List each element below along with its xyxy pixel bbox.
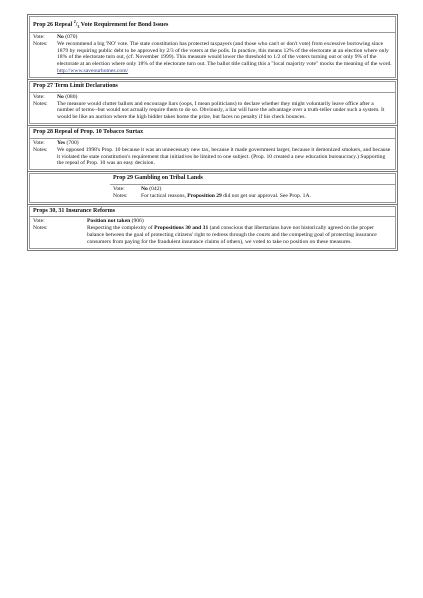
- notes-label: Notes:: [33, 225, 48, 232]
- prop29-count: (042): [147, 185, 162, 192]
- prop28-vote: Yes: [57, 139, 66, 146]
- prop29-notes-bold: Proposition 29: [187, 192, 222, 199]
- prop29-vote: No: [141, 185, 148, 192]
- prop28-notes: We opposed 1998's Prop. 10 because it was an unnecessary new tax, because it made government larger, because it demonized smokers, and because it violated the state constitution's requirement that initiatives be limited to one subject. (Prop. 10 created a new education bureaucracy.) Supporting the repeal of Prop. 10 was an easy decision.: [57, 146, 391, 167]
- prop29-section: [27, 171, 398, 204]
- prop28-title: Prop 28 Repeal of Prop. 10 Tobacco Surtax: [30, 129, 395, 139]
- vote-label: Vote:: [33, 33, 45, 40]
- notes-label: Notes:: [33, 40, 48, 47]
- notes-label: Notes:: [113, 192, 128, 199]
- notes-label: Notes:: [33, 100, 48, 107]
- vote-label: Vote:: [113, 185, 125, 192]
- document-page: [27, 14, 398, 251]
- prop29-title: Prop 29 Gambling on Tribal Lands: [110, 175, 395, 185]
- notes-label: Notes:: [33, 146, 48, 153]
- vote-label: Vote:: [33, 218, 45, 225]
- prop3031-title: Props 30, 31 Insurance Reforms: [30, 208, 395, 218]
- prop26-section: [27, 14, 398, 80]
- prop3031-count: (906): [130, 218, 144, 225]
- prop26-notes: We recommend a big 'NO' vote. The state constitution has protected taxpayers (and those who can't or don't vote) from excessive borrowing since 1879 by requiring public debt to be approved by 2/3 of the voters at the polls. In practice, this means 12% of the electorate at an election where only 18% of the electorate turn out, (cf. November 1999). This measure would lower the threshold to 1/2 of the voters turning out or only 9% of the electorate at an election where only 18% of the electorate turn out. The ballot title calling this a "local majority vote" mocks the meaning of the word.: [57, 40, 392, 68]
- prop28-count: (700): [65, 139, 79, 146]
- prop27-notes: The measure would clutter ballots and encourage liars (oops, I mean politicians) to declare whether they might voluntarily leave office after a number of terms--but would not actually require them to do so. Obviously, a liar will have the advantage over a truth-teller under such a system. It would be like an auction where the high bidder takes home the prize, but faces no penalty if his check bounces.: [57, 100, 385, 121]
- vote-label: Vote:: [33, 93, 45, 100]
- prop26-vote: No: [57, 33, 64, 40]
- prop3031-notes-bold: Propositions 30 and 31: [154, 225, 209, 232]
- prop28-section: [27, 125, 398, 172]
- prop3031-notes-post: (and conscious that libertarians have not historically agreed on the proper balance between the goal of protecting citizens' right to redress through the courts and the competing goal of protecting insurance consumers from paying for the fraudulent insurance claims of others), we voted to take no position on these measures.: [87, 225, 377, 245]
- vote-label: Vote:: [33, 139, 45, 146]
- prop29-notes-pre: For tactical reasons,: [141, 192, 188, 199]
- prop27-title: Prop 27 Term Limit Declarations: [30, 83, 395, 93]
- prop27-vote: No: [57, 93, 64, 100]
- saveourhomes-link[interactable]: http://www.saveourhomes.com/: [57, 68, 129, 75]
- prop27-count: (080): [63, 93, 78, 100]
- prop3031-vote: Position not taken: [87, 218, 131, 225]
- prop26-count: (070): [63, 33, 78, 40]
- prop3031-section: [27, 204, 398, 251]
- prop27-section: [27, 79, 398, 126]
- prop3031-notes-pre: Respecting the complexity of: [87, 225, 155, 232]
- prop26-title: Prop 26 Repeal $^2/_3$ Vote Requirement for Bond Issues: [30, 18, 395, 33]
- prop29-notes-post: did not get our approval. See Prop. 1A.: [221, 192, 311, 199]
